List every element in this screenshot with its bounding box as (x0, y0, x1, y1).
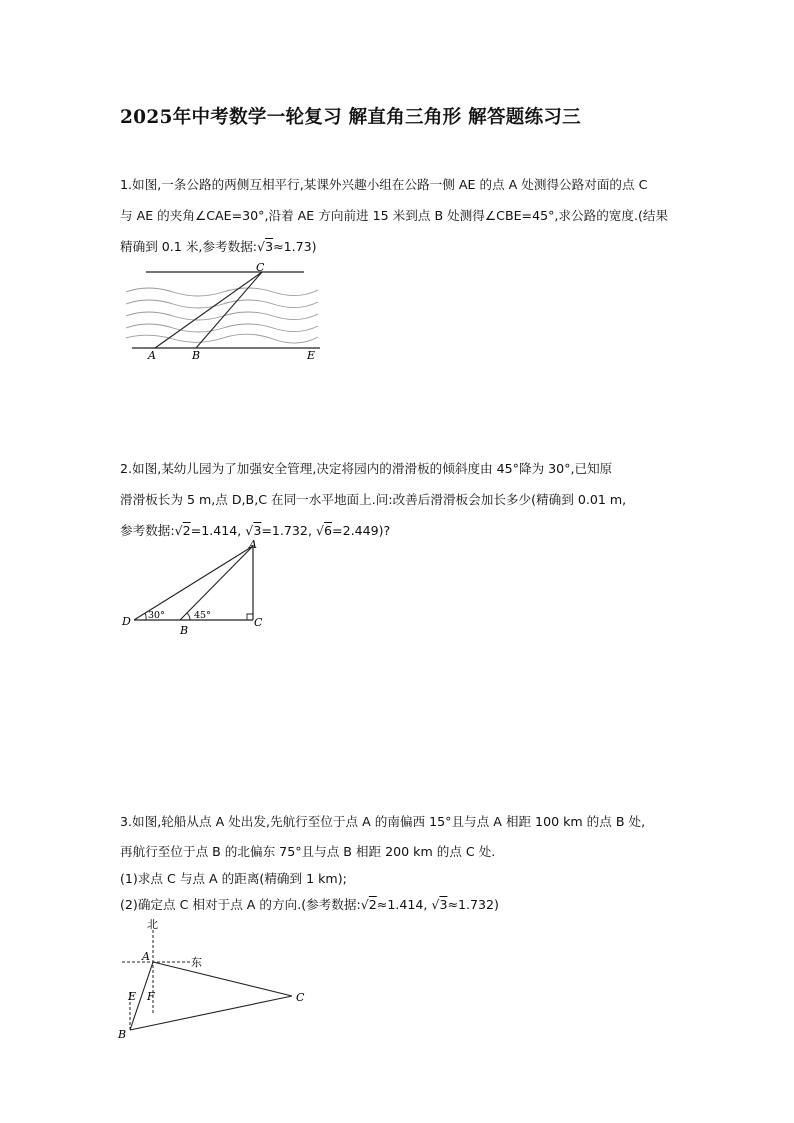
figure-navigation (114, 916, 314, 1042)
label-E: E (128, 990, 137, 1003)
angle-45-label: 45° (194, 610, 211, 621)
label-A: A (249, 538, 257, 551)
question-3-line-2: 再航行至位于点 B 的北偏东 75°且与点 B 相距 200 km 的点 C 处. (120, 844, 496, 859)
right-angle-mark (247, 614, 253, 620)
label-A: A (148, 349, 156, 362)
label-B: B (118, 1028, 127, 1041)
figure-slide (118, 536, 268, 636)
segment-AD (134, 546, 253, 620)
label-B: B (180, 624, 189, 636)
question-2-line-1: 2.如图,某幼儿园为了加强安全管理,决定将园内的滑滑板的倾斜度由 45°降为 30°,已知原 (120, 461, 613, 476)
arc-30 (145, 613, 146, 620)
question-3-line-3: (1)求点 C 与点 A 的距离(精确到 1 km); (120, 871, 347, 886)
label-A: A (142, 950, 150, 963)
question-2-line-2: 滑滑板长为 5 m,点 D,B,C 在同一水平地面上.问:改善后滑滑板会加长多少(精确到 0.01 m, (120, 492, 627, 507)
label-C: C (254, 616, 263, 629)
segment-AC (155, 272, 262, 348)
question-2-text (120, 453, 692, 546)
segment-AB (180, 546, 253, 620)
label-B: B (192, 349, 201, 362)
question-2-line-3: 参考数据:√2=1.414, √3=1.732, √6=2.449)? (120, 523, 391, 538)
label-F: F (147, 990, 155, 1003)
segment-AC (153, 962, 292, 996)
question-3-line-4: (2)确定点 C 相对于点 A 的方向.(参考数据:√2≈1.414, √3≈1.732) (120, 897, 499, 912)
question-1-text (120, 169, 692, 262)
road-waves (126, 288, 318, 343)
label-C: C (296, 991, 305, 1004)
arc-45 (187, 613, 190, 620)
question-1-line-3: 精确到 0.1 米,参考数据:√3≈1.73) (120, 231, 692, 262)
label-D: D (122, 615, 131, 628)
angle-30-label: 30° (148, 610, 165, 621)
figure-road (118, 262, 328, 362)
label-C: C (256, 262, 265, 274)
page-title: 2025年中考数学一轮复习 解直角三角形 解答题练习三 (120, 107, 581, 128)
sqrt-3-symbol: √3 (257, 239, 274, 254)
question-3-text (120, 806, 692, 919)
question-1-line-1: 1.如图,一条公路的两侧互相平行,某课外兴趣小组在公路一侧 AE 的点 A 处测得公路对面的点 C (120, 177, 648, 192)
question-1-line-2: 与 AE 的夹角∠CAE=30°,沿着 AE 方向前进 15 米到点 B 处测得∠CBE=45°,求公路的宽度.(结果 (120, 208, 669, 223)
east-label: 东 (191, 956, 202, 969)
question-3-line-1: 3.如图,轮船从点 A 处出发,先航行至位于点 A 的南偏西 15°且与点 A 相距 100 km 的点 B 处, (120, 814, 646, 829)
north-label: 北 (147, 918, 158, 931)
label-E: E (307, 349, 316, 362)
